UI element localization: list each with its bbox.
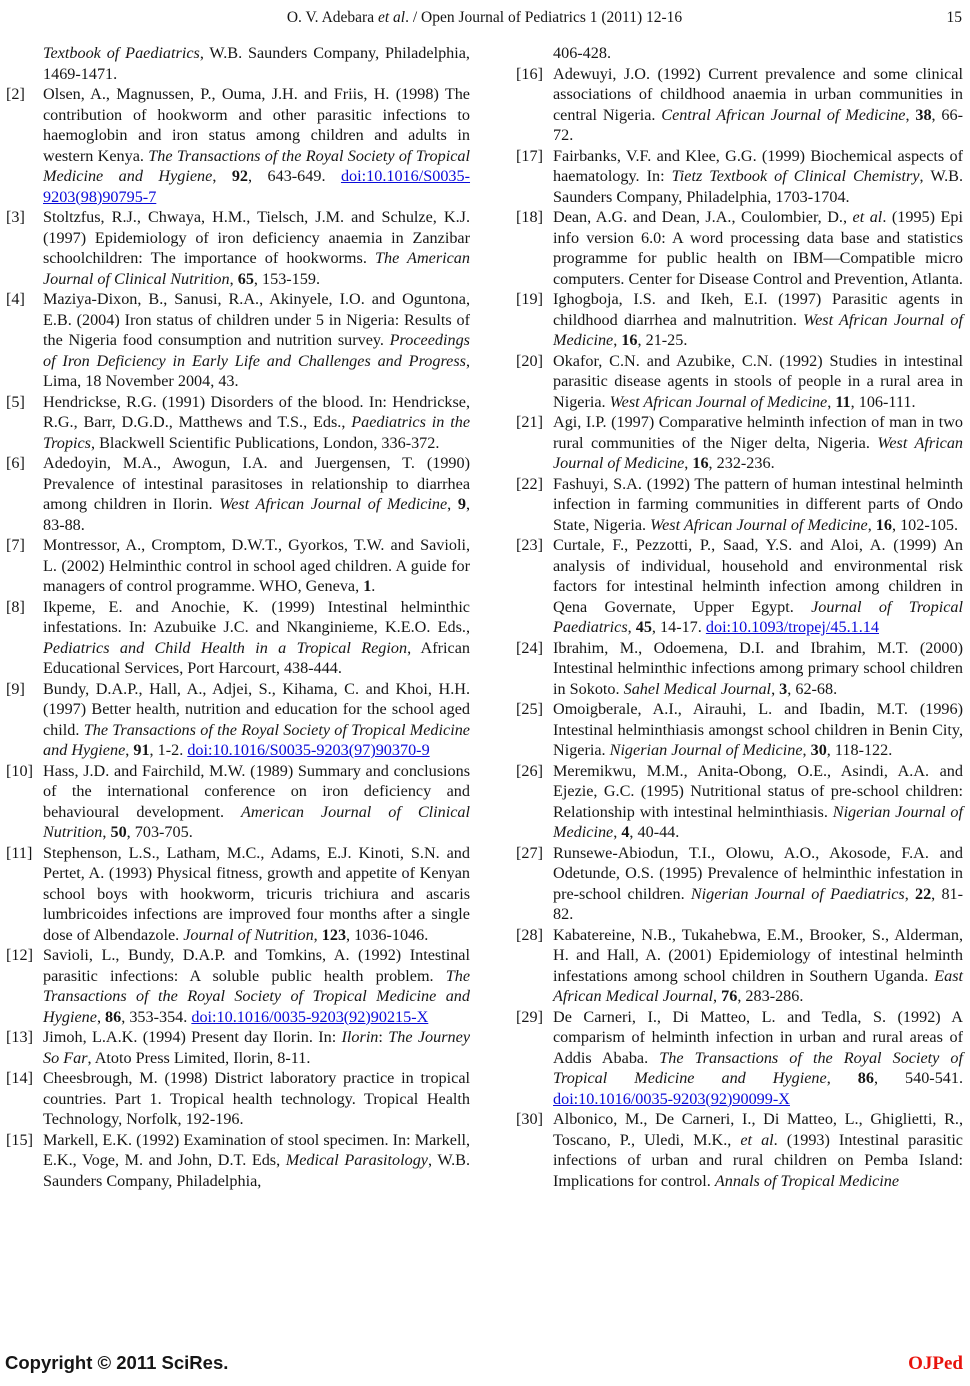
italic-text: The Transactions of the Royal Society of Tropical Medicine and Hygiene	[43, 966, 470, 1026]
text-run: ,	[125, 741, 134, 759]
text-run: ,	[802, 741, 811, 759]
text-run: Stoltzfus, R.J., Chwaya, H.M., Tielsch, J.M. and Schulze, K.J. (1997) Epidemiology of iron deficiency anaemia in Zanzibar schoolchildren: The importance of hookworms.	[43, 208, 470, 267]
reference-text	[553, 474, 963, 536]
reference-number: [6]	[6, 454, 25, 472]
reference-text	[43, 843, 470, 946]
reference-item	[516, 699, 963, 761]
text-run: ,	[613, 823, 622, 841]
volume-number: 16	[875, 515, 892, 534]
text-run: . (1993) Intestinal parasitic infections of urban and rural children on Pemba Island: Implications for control.	[553, 1130, 963, 1190]
italic-text: Textbook of Paediatrics	[43, 44, 200, 62]
volume-number: 16	[621, 331, 638, 349]
text-run: :	[378, 1028, 389, 1046]
copyright-text: Copyright © 2011 SciRes.	[5, 1352, 229, 1373]
text-run: Runsewe-Abiodun, T.I., Olowu, A.O., Akosode, F.A. and Odetunde, O.S. (1995) Prevalence of helminthic infestation in pre-school children.	[553, 843, 963, 903]
text-run: Dean, A.G. and Dean, J.A., Coulombier, D.,	[553, 208, 853, 226]
text-run: , 118-122.	[826, 741, 893, 759]
reference-item	[6, 392, 470, 454]
reference-text	[553, 1109, 963, 1191]
reference-number: [24]	[516, 638, 543, 657]
references-column-left	[6, 43, 470, 1191]
text-run: Adewuyi, J.O. (1992) Current prevalence and some clinical associations of childhood anaemia in urban communities in central Nigeria.	[553, 64, 963, 124]
reference-text	[43, 207, 470, 289]
journal-code: OJPed	[908, 1353, 963, 1374]
text-run: ,	[627, 618, 636, 636]
reference-number: [4]	[6, 290, 25, 308]
text-run: ,	[684, 454, 693, 472]
text-run: , Atoto Press Limited, Ilorin, 8-11.	[87, 1048, 311, 1067]
text-run: , Lima, 18 November 2004, 43.	[43, 351, 470, 390]
text-run: Olsen, A., Magnussen, P., Ouma, J.H. and Friis, H. (1998) The contribution of hookworm and other parasitic infections to haemoglobin and iron status among children and adults in western Kenya.	[43, 85, 470, 165]
reference-text	[43, 453, 470, 535]
reference-number: [8]	[6, 597, 25, 616]
volume-number: 16	[692, 454, 709, 472]
italic-text: et al	[740, 1130, 774, 1149]
volume-number: 76	[721, 987, 738, 1005]
volume-number: 45	[635, 618, 652, 636]
reference-item	[516, 146, 963, 208]
reference-text	[553, 843, 963, 925]
reference-item	[6, 84, 470, 207]
reference-number: [25]	[516, 700, 543, 718]
reference-number: [28]	[516, 925, 543, 944]
text-run: ,	[102, 823, 111, 841]
reference-item	[516, 474, 963, 536]
reference-item	[6, 289, 470, 392]
text-run: Omoigberale, A.I., Airauhi, L. and Ibadin, M.T. (1996) Intestinal helminthiasis amongst school children in Benin City, Nigeria.	[553, 700, 963, 759]
running-title	[6, 8, 963, 27]
reference-number: [11]	[6, 843, 33, 862]
reference-number: [12]	[6, 946, 33, 964]
volume-number: 4	[621, 823, 630, 841]
text-run: ,	[771, 679, 780, 698]
italic-text: The American Journal of Clinical Nutrition	[43, 249, 470, 288]
reference-item	[516, 1109, 963, 1191]
reference-text	[553, 289, 963, 351]
italic-text: The Transactions of the Royal Society of Tropical Medicine and Hygiene	[43, 146, 470, 185]
references-columns	[6, 43, 963, 1191]
italic-text: West African Journal of Medicine	[553, 310, 963, 349]
text-run: , 353-354.	[121, 1007, 192, 1026]
reference-item	[6, 597, 470, 679]
reference-text	[553, 1007, 963, 1110]
reference-text	[553, 638, 963, 700]
doi-link[interactable]: doi:10.1016/S0035-9203(98)90795-7	[43, 167, 471, 206]
reference-continuation	[6, 43, 470, 84]
reference-text	[553, 535, 963, 638]
reference-text	[43, 761, 470, 843]
italic-text: Central African Journal of Medicine	[661, 105, 906, 124]
text-run: Hass, J.D. and Fairchild, M.W. (1989) Summary and conclusions of the international conference on iron deficiency and behavioural development.	[43, 761, 470, 821]
reference-item	[6, 207, 470, 289]
volume-number: 3	[779, 679, 788, 698]
text-run: . / Open Journal of Pediatrics 1 (2011) 12-16	[405, 9, 683, 26]
text-run: , W.B. Saunders Company, Philadelphia, 1703-1704.	[553, 167, 964, 206]
text-run: Agi, I.P. (1997) Comparative helminth infection of man in two rural communities of the Niger delta, Nigeria.	[553, 413, 963, 452]
text-run: 406-428.	[553, 44, 611, 62]
reference-text	[553, 412, 963, 474]
italic-text: West African Journal of Medicine	[219, 495, 448, 513]
text-run: , W.B. Saunders Company, Philadelphia,	[43, 1151, 470, 1190]
text-run: ,	[867, 515, 876, 534]
text-run: , 66-72.	[553, 105, 963, 144]
volume-number: 1	[363, 577, 372, 595]
reference-text	[553, 146, 963, 208]
reference-text	[553, 351, 963, 413]
text-run: Stephenson, L.S., Latham, M.C., Adams, E.J. Kinoti, S.N. and Pertet, A. (1993) Physical fitness, growth and appetite of Kenyan school boys with hookworm, tricuris trichiura and ascaris lumbricoides infections are improved four months after a single dose of Albendazole.	[43, 843, 470, 944]
reference-item	[516, 535, 963, 638]
text-run: Ikpeme, E. and Anochie, K. (1999) Intestinal helminthic infestations. In: Azubuike J.C. and Nkanginieme, K.E.O. Eds.,	[43, 597, 470, 636]
italic-text: West African Journal of Medicine	[553, 433, 964, 472]
reference-text	[43, 1027, 470, 1068]
reference-text	[553, 207, 963, 289]
reference-item	[516, 1007, 963, 1110]
italic-text: The Transactions of the Royal Society of Tropical Medicine and Hygiene	[43, 720, 470, 759]
italic-text: Journal of Nutrition	[183, 925, 314, 944]
reference-item	[516, 289, 963, 351]
reference-number: [21]	[516, 413, 543, 431]
text-run: , 232-236.	[708, 454, 775, 472]
text-run: , 1-2.	[149, 741, 188, 759]
italic-text: West African Journal of Medicine	[650, 515, 868, 534]
italic-text: West African Journal of Medicine	[609, 392, 828, 411]
text-run: Hendrickse, R.G. (1991) Disorders of the blood. In: Hendrickse, R.G., Barr, D.G.D., Matthews and T.S., Eds.,	[43, 392, 470, 431]
doi-link[interactable]: doi:10.1093/tropej/45.1.14	[705, 618, 879, 636]
italic-text: Pediatrics and Child Health in a Tropical Region	[43, 638, 408, 657]
reference-continuation	[516, 43, 963, 64]
reference-item	[516, 412, 963, 474]
italic-text: Tietz Textbook of Clinical Chemistry	[671, 167, 920, 185]
italic-text: East African Medical Journal	[553, 966, 963, 1005]
doi-link[interactable]: doi:10.1016/0035-9203(92)90215-X	[191, 1007, 429, 1026]
text-run: , 540-541.	[873, 1069, 964, 1087]
reference-item	[6, 843, 470, 946]
reference-item	[516, 207, 963, 289]
volume-number: 38	[915, 105, 932, 124]
volume-number: 86	[105, 1007, 122, 1026]
italic-text: Medical Parasitology	[285, 1151, 428, 1169]
italic-text: Nigerian Journal of Paediatrics	[690, 884, 905, 903]
reference-number: [10]	[6, 761, 33, 780]
text-run: , 643-649.	[248, 167, 341, 185]
reference-item	[516, 925, 963, 1007]
text-run: Curtale, F., Pezzotti, P., Saad, Y.S. and Aloi, A. (1999) An analysis of individual, household and environmental risk factors for intestinal helminth infection among children in Qena Governate, Upper Egypt.	[553, 536, 963, 616]
italic-text: The Transactions of the Royal Society of Tropical Medicine and Hygiene	[553, 1048, 964, 1087]
text-run: . (1995) Epi info version 6.0: A word processing data base and statistics programme for public health on IBM—Compatible micro computers. Center for Disease Control and Prevention, Atlanta.	[553, 208, 964, 288]
volume-number: 86	[857, 1069, 874, 1087]
reference-item	[516, 64, 963, 146]
reference-number: [7]	[6, 536, 25, 554]
reference-number: [5]	[6, 392, 25, 411]
reference-number: [2]	[6, 85, 25, 103]
reference-text	[553, 64, 963, 146]
text-run: O. V. Adebara	[286, 9, 378, 26]
volume-number: 9	[457, 495, 466, 513]
text-run: , 14-17.	[651, 618, 706, 636]
reference-number: [15]	[6, 1130, 33, 1149]
text-run: Ighogboja, I.S. and Ikeh, E.I. (1997) Parasitic agents in childhood diarrhea and malnutrition.	[553, 290, 963, 329]
text-run: ,	[905, 105, 916, 124]
text-run: ,	[447, 495, 458, 513]
volume-number: 30	[810, 741, 827, 759]
text-run: ,	[613, 331, 622, 349]
reference-number: [23]	[516, 536, 543, 554]
italic-text: American Journal of Clinical Nutrition	[43, 802, 470, 841]
reference-item	[6, 679, 470, 761]
text-run: ,	[229, 269, 238, 288]
text-run: Bundy, D.A.P., Hall, A., Adjei, S., Kihama, C. and Khoi, H.H. (1997) Better health, nutrition and education for the school aged child.	[43, 679, 470, 739]
text-run: ,	[827, 392, 836, 411]
reference-item	[516, 843, 963, 925]
text-run: , 83-88.	[43, 495, 470, 534]
text-run: .	[371, 577, 376, 595]
reference-text	[43, 945, 470, 1027]
text-run: Kabatereine, N.B., Tukahebwa, E.M., Brooker, S., Alderman, H. and Hall, A. (2001) Epidemiology of intestinal helminth infestations among school children in Southern Uganda.	[553, 925, 963, 985]
reference-text	[43, 84, 470, 207]
text-run: Ibrahim, M., Odoemena, D.I. and Ibrahim, M.T. (2000) Intestinal helminthic infections among primary school children in Sokoto.	[553, 638, 963, 698]
text-run: , 703-705.	[126, 823, 193, 841]
references-column-right	[516, 43, 963, 1191]
reference-item	[516, 351, 963, 413]
reference-item	[6, 1027, 470, 1068]
text-run: Okafor, C.N. and Azubike, C.N. (1992) Studies in intestinal parasitic disease agents in stools of people in a rural area in Nigeria.	[553, 351, 963, 411]
text-run: , 81-82.	[553, 884, 964, 923]
text-run: , 1036-1046.	[346, 925, 429, 944]
italic-text: et al	[852, 208, 883, 226]
volume-number: 91	[133, 741, 150, 759]
text-run: Meremikwu, M.M., Anita-Obong, O.E., Asindi, A.A. and Ejezie, G.C. (1995) Nutritional status of pre-school children: Relationship with intestinal helminthiasis.	[553, 761, 963, 821]
text-run: Markell, E.K. (1992) Examination of stool specimen. In: Markell, E.K., Voge, M. and John, D.T. Eds,	[43, 1130, 470, 1169]
reference-text	[43, 1068, 470, 1130]
reference-item	[6, 453, 470, 535]
volume-number: 11	[835, 392, 851, 411]
reference-number: [9]	[6, 679, 25, 698]
reference-number: [16]	[516, 64, 543, 83]
text-run: ,	[212, 167, 232, 185]
text-run: , 62-68.	[787, 679, 838, 698]
reference-number: [27]	[516, 843, 543, 862]
reference-item	[516, 761, 963, 843]
text-run: , 21-25.	[637, 331, 688, 349]
volume-number: 22	[914, 884, 932, 903]
text-run: , Blackwell Scientific Publications, London, 336-372.	[90, 433, 440, 452]
text-run: Fairbanks, V.F. and Klee, G.G. (1999) Biochemical aspects of haematology. In:	[553, 146, 963, 185]
reference-text	[43, 1130, 470, 1192]
reference-text	[553, 699, 963, 761]
text-run: Cheesbrough, M. (1998) District laboratory practice in tropical countries. Part 1. Tropical health technology. Tropical Health Technology, Norfolk, 192-196.	[43, 1069, 470, 1128]
reference-number: [22]	[516, 474, 543, 493]
page-number: 15	[946, 9, 962, 26]
text-run: Albonico, M., De Carneri, I., Di Matteo, L., Ghiglietti, R., Toscano, P., Uledi, M.K.,	[553, 1110, 963, 1149]
volume-number: 123	[321, 925, 347, 944]
reference-text	[553, 761, 963, 843]
volume-number: 65	[237, 269, 254, 288]
text-run: Maziya-Dixon, B., Sanusi, R.A., Akinyele, I.O. and Oguntona, E.B. (2004) Iron status of children under 5 in Nigeria: Results of the Nigeria food consumption and nutrition survey.	[43, 290, 470, 349]
reference-item	[6, 761, 470, 843]
italic-text: et al	[377, 9, 406, 26]
reference-text	[43, 535, 470, 597]
reference-item	[6, 1130, 470, 1192]
reference-number: [13]	[6, 1028, 33, 1046]
reference-text	[43, 392, 470, 454]
text-run: , 40-44.	[629, 823, 680, 841]
reference-number: [14]	[6, 1069, 33, 1087]
italic-text: Annals of Tropical Medicine	[714, 1171, 900, 1190]
italic-text: Journal of Tropical Paediatrics	[553, 597, 964, 636]
reference-item	[6, 945, 470, 1027]
italic-text: The Journey So Far	[43, 1028, 470, 1067]
italic-text: Nigerian Journal of Medicine	[553, 802, 963, 841]
reference-item	[6, 1068, 470, 1130]
reference-item	[516, 638, 963, 700]
text-run: Fashuyi, S.A. (1992) The pattern of human intestinal helminth infection in farming communities in different parts of Ondo State, Nigeria.	[553, 474, 963, 534]
reference-text	[43, 289, 470, 392]
text-run: Adedoyin, M.A., Awogun, I.A. and Juergensen, T. (1990) Prevalence of intestinal parasitoses in relationship to diarrhea among children in Ilorin.	[43, 454, 470, 513]
italic-text: Proceedings of Iron Deficiency in Early Life and Challenges and Progress	[43, 331, 470, 370]
reference-number: [20]	[516, 351, 543, 370]
text-run: , 153-159.	[253, 269, 320, 288]
reference-number: [3]	[6, 208, 25, 226]
page-header	[6, 8, 963, 27]
reference-number: [30]	[516, 1110, 543, 1128]
reference-text	[43, 43, 470, 84]
reference-text	[553, 925, 963, 1007]
text-run: Montressor, A., Cromptom, D.W.T., Gyorkos, T.W. and Savioli, L. (2002) Helminthic control in school aged children. A guide for managers of control programme. WHO, Geneva,	[43, 536, 470, 595]
reference-item	[6, 535, 470, 597]
text-run: De Carneri, I., Di Matteo, L. and Tedla, S. (1992) A comparism of helminth infection in urban and rural areas of Addis Ababa.	[553, 1007, 963, 1067]
reference-number: [29]	[516, 1007, 543, 1026]
text-run: , 102-105.	[891, 515, 959, 534]
reference-text	[43, 679, 470, 761]
text-run: Savioli, L., Bundy, D.A.P. and Tomkins, A. (1992) Intestinal parasitic infections: A soluble public health problem.	[43, 946, 470, 985]
text-run: ,	[96, 1007, 106, 1026]
volume-number: 92	[231, 167, 249, 185]
reference-text	[43, 597, 470, 679]
text-run: , W.B. Saunders Company, Philadelphia, 1469-1471.	[43, 44, 470, 83]
reference-number: [19]	[516, 290, 543, 308]
italic-text: Paediatrics in the Tropics	[43, 413, 471, 452]
text-run: , 283-286.	[737, 987, 804, 1005]
italic-text: Sahel Medical Journal	[623, 679, 772, 698]
text-run: , 106-111.	[850, 392, 916, 411]
reference-number: [18]	[516, 208, 543, 226]
reference-number: [17]	[516, 146, 543, 165]
volume-number: 50	[110, 823, 127, 841]
text-run: ,	[904, 884, 915, 903]
doi-link[interactable]: doi:10.1016/0035-9203(92)90099-X	[553, 1089, 790, 1108]
text-run: ,	[713, 987, 722, 1005]
text-run: , African Educational Services, Port Harcourt, 438-444.	[43, 638, 470, 677]
reference-text	[553, 43, 963, 64]
page-footer	[5, 1352, 963, 1375]
text-run: ,	[313, 925, 322, 944]
text-run: Jimoh, L.A.K. (1994) Present day Ilorin. In:	[43, 1028, 342, 1046]
reference-number: [26]	[516, 761, 543, 780]
text-run: ,	[826, 1069, 858, 1087]
italic-text: Nigerian Journal of Medicine	[609, 741, 803, 759]
doi-link[interactable]: doi:10.1016/S0035-9203(97)90370-9	[187, 741, 430, 759]
italic-text: Ilorin	[341, 1028, 379, 1046]
